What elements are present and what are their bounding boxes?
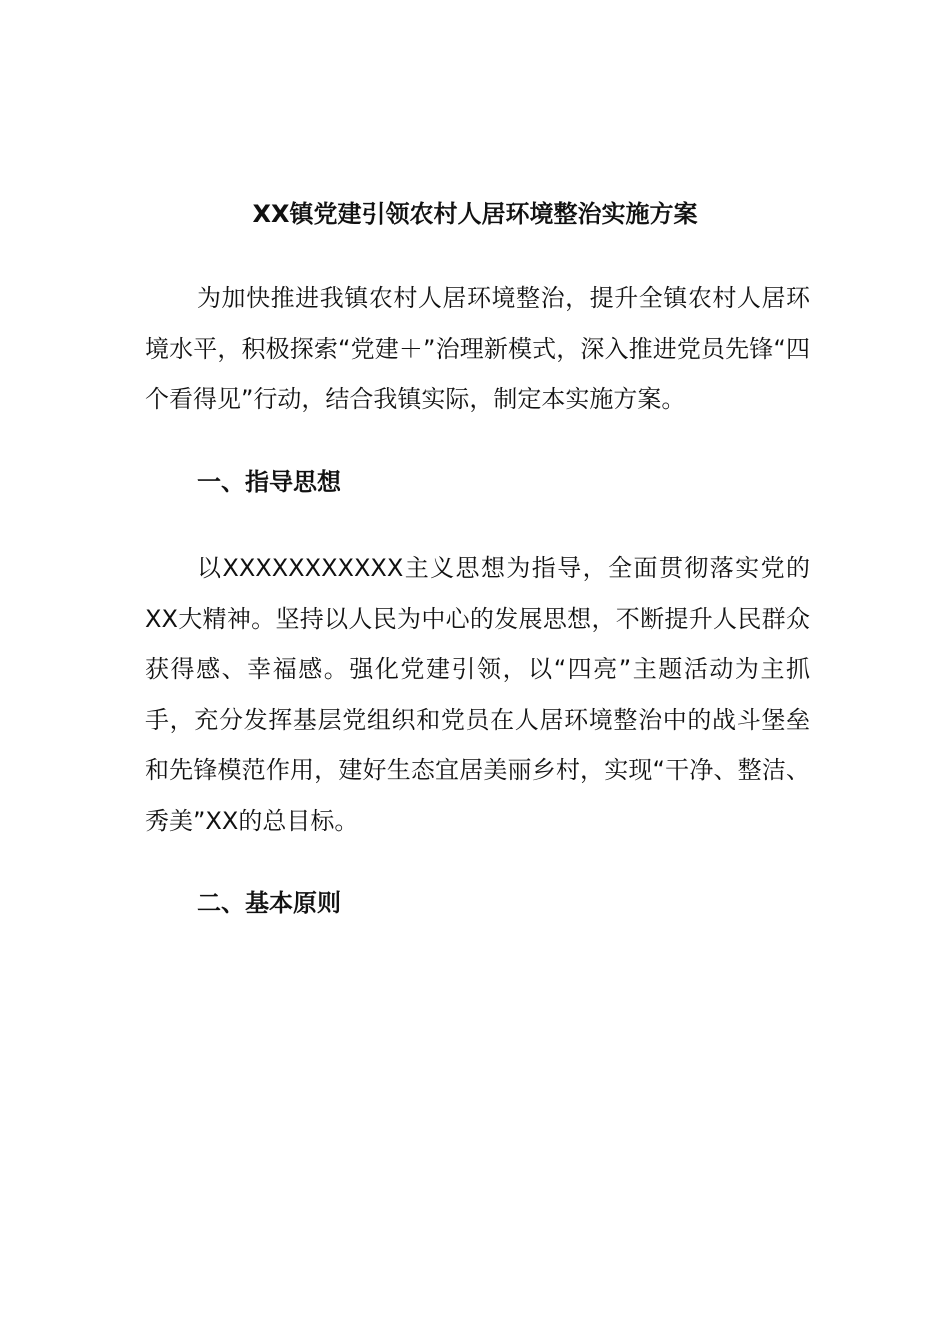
section-body-guiding-ideology: 以XXXXXXXXXXX主义思想为指导，全面贯彻落实党的XX大精神。坚持以人民为中心的发展思想，不断提升人民群众获得感、幸福感。强化党建引领，以“四亮”主题活动为主抓手，充分发挥基层党组织和党员在人居环境整治中的战斗堡垒和先锋模范作用，建好生态宜居美丽乡村，实现“干净、整洁、秀美”XX的总目标。 — [145, 554, 810, 835]
section-heading-guiding-ideology: 一、指导思想 — [197, 468, 341, 496]
intro-paragraph: 为加快推进我镇农村人居环境整治，提升全镇农村人居环境水平，积极探索“党建＋”治理新模式，深入推进党员先锋“四个看得见”行动，结合我镇实际，制定本实施方案。 — [145, 284, 810, 413]
document-title: XX镇党建引领农村人居环境整治实施方案 — [252, 200, 698, 228]
section-heading-basic-principles: 二、基本原则 — [197, 889, 341, 917]
